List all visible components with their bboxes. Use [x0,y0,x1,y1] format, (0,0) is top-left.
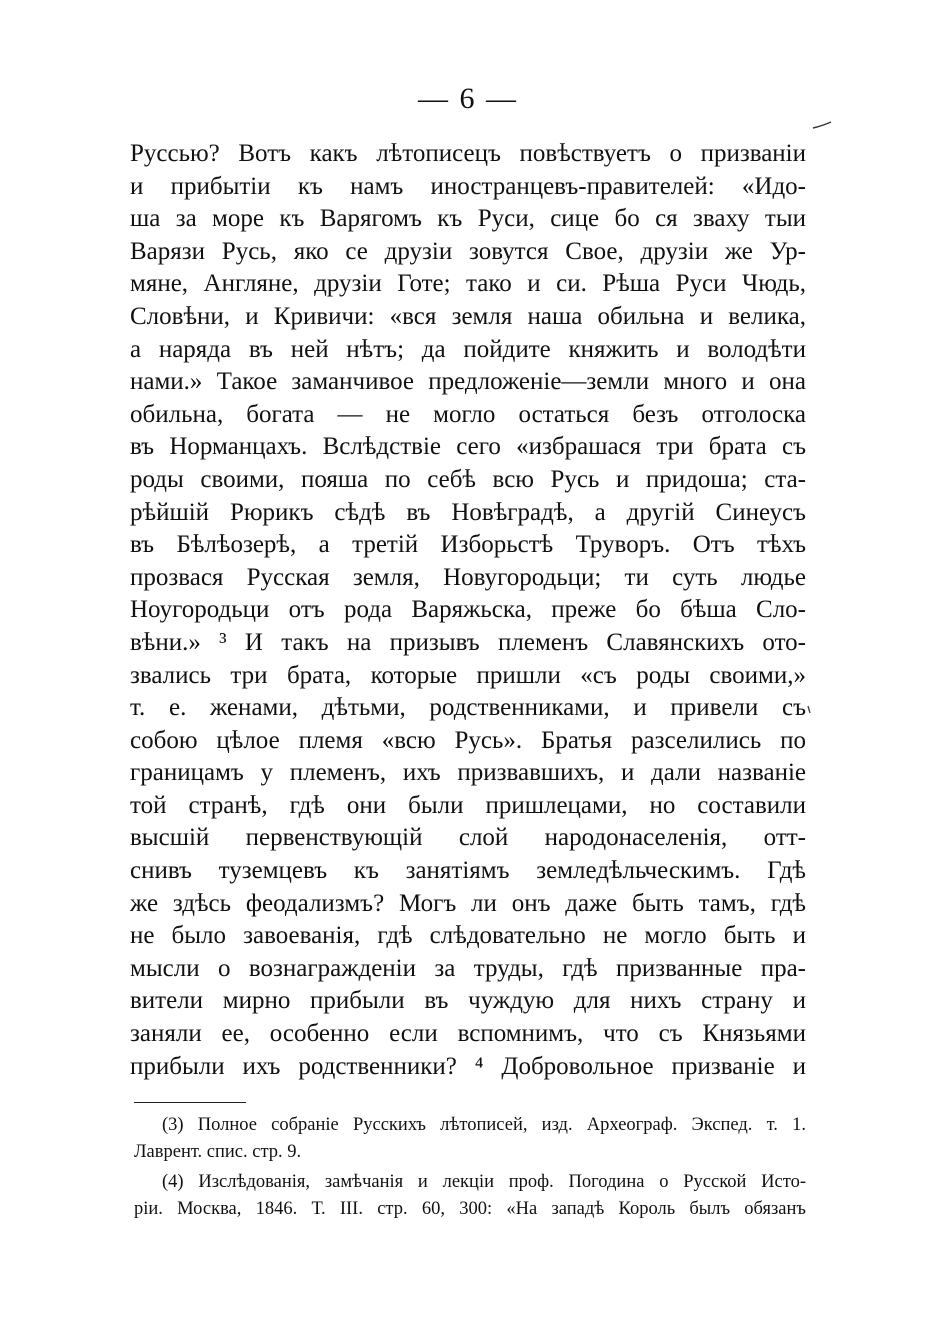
text-line: Словѣни, и Кривичи: «вся земля наша обильна и велика, [130,302,806,330]
text-line: мяне, Англяне, друзіи Готе; тако и си. Рѣша Руси Чюдь, [130,270,806,298]
text-line: Ноугородьци отъ рода Варяжьска, преже бо бѣша Сло- [130,596,806,624]
footnote-line: (3) Полное собраніе Русскихъ лѣтописей, изд. Археограф. Экспед. т. 1. [162,1115,806,1135]
text-line: границамъ у племенъ, ихъ призвавшихъ, и дали названіе [130,759,806,787]
ink-mark-decoration [806,704,814,716]
text-line: Варязи Русь, яко се друзіи зовутся Свое, друзіи же Ур- [130,237,806,265]
text-line: ша за море къ Варягомъ къ Руси, сице бо ся зваху тыи [130,205,806,233]
text-line: въ Бѣлѣозерѣ, а третій Изборьстѣ Труворъ. Отъ тѣхъ [130,531,806,559]
text-line: Руссью? Вотъ какъ лѣтописецъ повѣствуетъ о призваніи [130,140,806,167]
text-line: нами.» Такое заманчивое предложеніе—земли много и она [130,368,806,396]
text-line: прозвася Русская земля, Новугородьци; ти суть людье [130,563,806,591]
text-line: же здѣсь феодализмъ? Могъ ли онъ даже быть тамъ, гдѣ [130,889,806,917]
text-line: рѣйшій Рюрикъ сѣдѣ въ Новѣградѣ, а другій Синеусъ [130,498,806,526]
text-line: обильна, богата — не могло остаться безъ отголоска [130,400,806,428]
text-line: высшій первенствующій слой народонаселенія, отт- [130,824,806,852]
text-line: прибыли ихъ родственники? ⁴ Добровольное призваніе и [130,1052,806,1080]
footnote-line: ріи. Москва, 1846. Т. III. стр. 60, 300: «На западѣ Король былъ обязанъ [134,1198,806,1219]
footnotes [134,1112,806,1222]
ink-mark-decoration [812,120,832,130]
text-line: въ Норманцахъ. Вслѣдствіе сего «избрашася три брата съ [130,433,806,461]
text-line: вѣни.» ³ И такъ на призывъ племенъ Славянскихъ ото- [130,628,806,656]
text-line: вители мирно прибыли въ чуждую для нихъ страну и [130,987,806,1015]
text-line: заняли ее, особенно если вспомнимъ, что съ Князьями [130,1020,806,1048]
text-line: мысли о вознагражденіи за труды, гдѣ призванные пра- [130,954,806,982]
footnote-line: Лаврент. спис. стр. 9. [134,1141,302,1162]
text-line: т. е. женами, дѣтьми, родственниками, и привели съ [130,694,806,722]
text-line: звались три брата, которые пришли «съ роды своими,» [130,661,806,689]
body-text [130,138,806,1083]
text-line: снивъ туземцевъ къ занятіямъ земледѣльческимъ. Гдѣ [130,857,806,885]
text-line: собою цѣлое племя «всю Русь». Братья разселились по [130,726,806,754]
text-line: а наряда въ ней нѣтъ; да пойдите княжить и володѣти [130,335,806,363]
footnote-divider [134,1102,246,1103]
footnote-line: (4) Изслѣдованія, замѣчанія и лекціи проф. Погодина о Русской Исто- [162,1172,806,1192]
text-line: не было завоеванія, гдѣ слѣдовательно не могло быть и [130,922,806,950]
footnote-4 [134,1169,806,1222]
text-line: роды своими, пояша по себѣ всю Русь и придоша; ста- [130,465,806,493]
text-line: той странѣ, гдѣ они были пришлецами, но составили [130,791,806,819]
text-line: и прибытіи къ намъ иностранцевъ-правителей: «Идо- [130,172,806,200]
footnote-3 [134,1112,806,1165]
page-number: — 6 — [418,82,518,115]
